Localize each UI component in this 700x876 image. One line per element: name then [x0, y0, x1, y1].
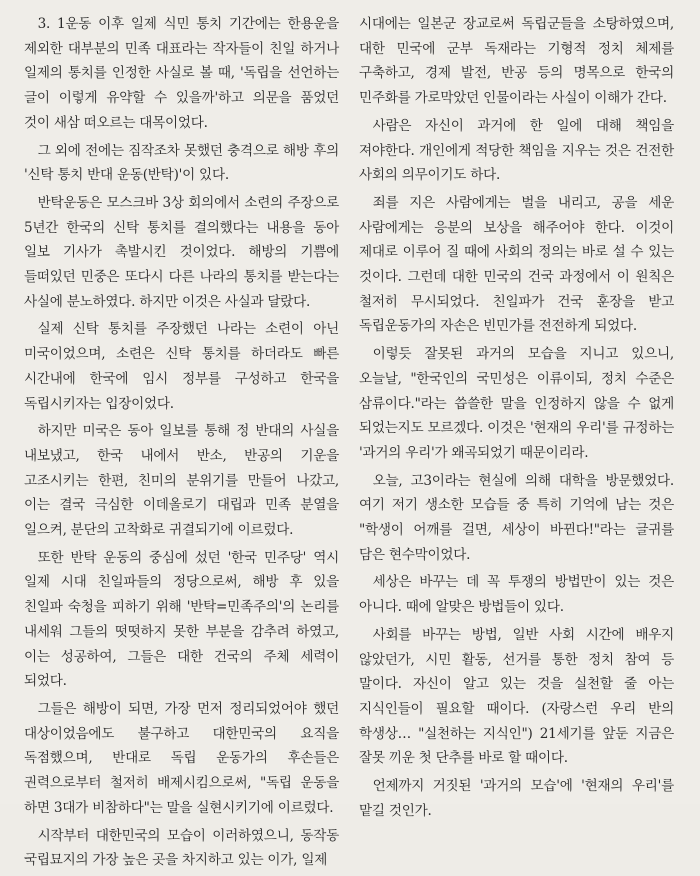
paragraph: 죄를 지은 사람에게는 벌을 내리고, 공을 세운 사람에게는 응분의 보상을 해주어야 한다. 이것이 제대로 이루어 질 때에 사회의 정의는 바로 설 수 있는 것이다. 그런데 대한 민국의 건국 과정에서 이 원칙은 철저히 무시되었다. 친일파가 건국 훈장을 받고 독립운동가의 자손은 빈민가를 전전하게 되었다. [359, 194, 674, 335]
paragraph: 시작부터 대한민국의 모습이 이러하였으니, 동작동 국립묘지의 가장 높은 곳을 차지하고 있는 이가, 일제 [24, 827, 339, 869]
paragraph: 오늘, 고3이라는 현실에 의해 대학을 방문했었다. 여기 저기 생소한 모습들 중 특히 기억에 남는 것은 "학생이 어깨를 걸면, 세상이 바뀐다!"라는 글귀를 담은 현수막이었다. [359, 472, 674, 563]
paragraph: 그들은 해방이 되면, 가장 먼저 정리되었어야 했던 대상이었음에도 불구하고 대한민국의 요직을 독점했으며, 반대로 독립 운동가의 후손들은 권력으로부터 철저히 배제시킴으로써, "독립 운동을 하면 3대가 비참하다"는 말을 실현시키기에 이르렀다. [24, 700, 339, 816]
right-column [359, 12, 674, 827]
paragraph: 또한 반탁 운동의 중심에 섰던 '한국 민주당' 역시 일제 시대 친일파들의 정당으로써, 해방 후 있을 친일파 숙청을 피하기 위해 '반탁=민족주의'의 논리를 내세워 그들의 떳떳하지 못한 부분을 감추려 하였고, 이는 성공하여, 그들은 대한 건국의 주체 세력이 되었다. [24, 549, 339, 690]
paragraph: 이렇듯 잘못된 과거의 모습을 지니고 있으니, 오늘날, "한국인의 국민성은 이류이되, 정치 수준은 삼류이다."라는 씁쓸한 말을 인정하지 않을 수 없게 되었는지도 모르겠다. 이것은 '현재의 우리'를 규정하는 '과거의 우리'가 왜곡되었기 때문이리라. [359, 346, 674, 461]
left-column [24, 12, 339, 876]
paragraph: 사회를 바꾸는 방법, 일반 사회 시간에 배우지 않았던가, 시민 활동, 선거를 통한 정치 참여 등 말이다. 자신이 알고 있는 것을 실천할 줄 아는 지식인들이 필요할 때이다. (자랑스런 우리 반의 학생상… "실천하는 지식인") 21세기를 앞둔 지금은 잘못 끼운 첫 단추를 바로 할 때이다. [359, 626, 674, 767]
paragraph: 실제 신탁 통치를 주장했던 나라는 소련이 아닌 미국이었으며, 소련은 신탁 통치를 하더라도 빠른 시간내에 한국에 임시 정부를 구성하고 한국을 독립시키자는 입장이었다. [24, 321, 339, 412]
paragraph-continued: 시대에는 일본군 장교로써 독립군들을 소탕하였으며, 대한 민국에 군부 독재라는 기형적 정치 체제를 구축하고, 경제 발전, 반공 등의 명목으로 한국의 민주화를 가로막았던 인물이라는 사실이 이해가 간다. [359, 16, 674, 107]
paragraph: 사람은 자신이 과거에 한 일에 대해 책임을 져야한다. 개인에게 적당한 책임을 지우는 것은 건전한 사회의 의무이기도 하다. [359, 117, 674, 184]
paragraph: 하지만 미국은 동아 일보를 통해 정 반대의 사실을 내보냈고, 한국 내에서 반소, 반공의 기운을 고조시키는 한편, 친미의 분위기를 만들어 나갔고, 이는 결국 극심한 이데올로기 대립과 민족 분열을 일으켜, 분단의 고착화로 귀결되기에 이르렀다. [24, 423, 339, 539]
paragraph: 3. 1운동 이후 일제 식민 통치 기간에는 한용운을 제외한 대부분의 민족 대표라는 작자들이 친일 하거나 일제의 통치를 인정한 사실로 볼 때, '독립을 선언하는 글이 이렇게 유약할 수 있을까'하고 의문을 품었던 것이 새삼 떠오르는 대목이었다. [24, 16, 339, 131]
paragraph: 세상은 바꾸는 데 꼭 투쟁의 방법만이 있는 것은 아니다. 때에 알맞은 방법들이 있다. [359, 574, 674, 616]
paragraph: 그 외에 전에는 짐작조차 못했던 충격으로 해방 후의 '신탁 통치 반대 운동(반탁)'이 있다. [24, 142, 339, 184]
paragraph: 반탁운동은 모스크바 3상 회의에서 소련의 주장으로 5년간 한국의 신탁 통치를 결의했다는 내용을 동아 일보 기사가 촉발시킨 것이었다. 해방의 기쁨에 들떠있던 민중은 또다시 다른 나라의 통치를 받는다는 사실에 분노하였다. 하지만 이것은 사실과 달랐다. [24, 194, 339, 310]
paragraph: 언제까지 거짓된 '과거의 모습'에 '현재의 우리'를 맡길 것인가. [359, 778, 674, 819]
